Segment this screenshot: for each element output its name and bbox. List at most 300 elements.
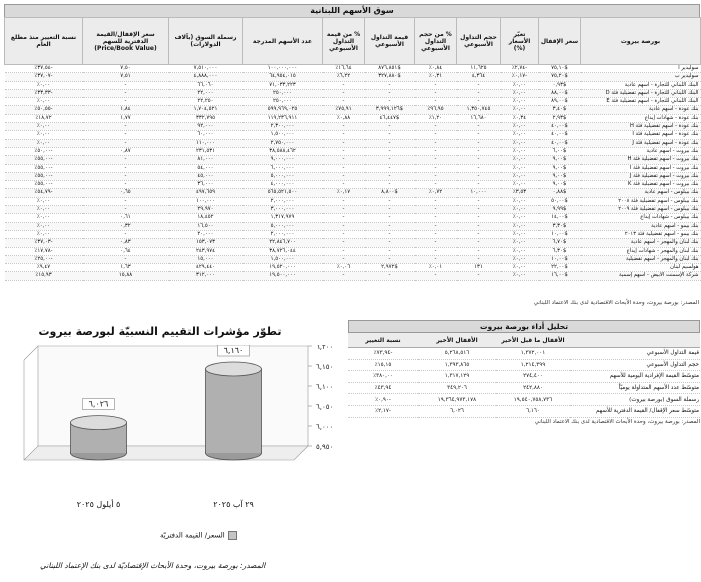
table-cell: ٠,٦٥ <box>83 189 169 197</box>
table-row <box>5 214 701 222</box>
performance-cell: ٦,١٦٠ <box>496 405 570 417</box>
table-cell: ٠,٠٠٪ <box>501 164 539 172</box>
table-cell: $١٠,٠٠ <box>539 255 581 263</box>
stocks-header-row <box>5 18 701 65</box>
table-row <box>5 106 701 114</box>
table-cell: ٦٤,٩٥٤,٠١٥ <box>243 73 323 81</box>
table-cell: ٠,٠٠٪ <box>5 206 83 214</box>
table-cell: $٣,٤٠ <box>539 106 581 114</box>
table-cell: ٠,٨٤٪ <box>415 65 457 73</box>
table-cell: ١٨,٧٢٪ <box>5 114 83 122</box>
table-cell: ١١,٦٢٥ <box>457 65 501 73</box>
table-cell: ٢٥٠,٠٠٠ <box>243 89 323 97</box>
table-cell: - <box>323 98 365 106</box>
table-cell: - <box>457 255 501 263</box>
table-cell: $٧٥,١٠ <box>539 65 581 73</box>
table-cell: ١٠٠,٠٠٠ <box>169 197 243 205</box>
table-cell: ١١٠,٠٠٠ <box>169 139 243 147</box>
security-name: بنك عودة - شهادات إيداع <box>581 114 701 122</box>
performance-cell: ٣٨٠,٠٠٪ <box>348 371 418 383</box>
performance-cell: -٧٣,٩٤٪ <box>348 348 418 360</box>
table-cell: ٢٠,٠٠٠ <box>169 230 243 238</box>
table-cell: ١٥٣,٠٧٣ <box>169 239 243 247</box>
table-cell: ١,٨٤ <box>83 106 169 114</box>
table-cell: ٢٤٣,٩٧٤ <box>169 247 243 255</box>
security-name: بنك بيروت - أسهم تفضيلية فئة J <box>581 172 701 180</box>
table-cell: - <box>365 230 415 238</box>
table-row <box>5 272 701 280</box>
security-name: بنك لبنان والمهجر - أسهم تفضيلية <box>581 255 701 263</box>
table-cell: ١,٥٠٠,٠٠٠ <box>243 131 323 139</box>
table-cell: - <box>323 89 365 97</box>
table-cell: - <box>365 181 415 189</box>
table-cell: ٣٨,٧٢٦,٠٤٤ <box>243 247 323 255</box>
security-name: شركة الإسمنت الأبيض - أسهم إسمية <box>581 272 701 280</box>
table-cell: - <box>457 214 501 222</box>
table-cell: - <box>323 255 365 263</box>
table-cell: - <box>415 181 457 189</box>
stocks-table <box>4 17 701 281</box>
table-cell: - <box>415 81 457 89</box>
performance-row <box>348 405 700 417</box>
performance-cell: ٦,٠٢٦ <box>418 405 496 417</box>
table-cell: $١٤,٠٠ <box>539 214 581 222</box>
table-cell: - <box>457 123 501 131</box>
table-row <box>5 164 701 172</box>
table-cell: - <box>415 272 457 280</box>
table-cell: ١٩,٥٠٠,٠٠٠ <box>243 272 323 280</box>
table-cell: ١٦,٦٨٠ <box>457 114 501 122</box>
table-cell: ٤٢٩,٤٤٠ <box>169 264 243 272</box>
table-cell: ٧,٥١٠,٠٠٠ <box>169 65 243 73</box>
table-row <box>5 81 701 89</box>
column-header: سعر الإقفال/القيمة الدفترية للسهم (Price/Book Value) <box>83 18 169 65</box>
table-cell: ٠,٠٠٪ <box>501 123 539 131</box>
table-cell: ٣٨,٥٨٨,٤٦٢ <box>243 147 323 155</box>
table-cell: - <box>457 181 501 189</box>
performance-cell: ٢٧٤,٤٠٠ <box>496 371 570 383</box>
table-cell: ٠,٠٠٪ <box>5 139 83 147</box>
table-cell: - <box>323 247 365 255</box>
table-cell: $١٠,٠٠ <box>539 230 581 238</box>
table-cell: ١,٣١٧,٩٧٩ <box>243 214 323 222</box>
table-row <box>5 189 701 197</box>
table-cell: ١,٢٠٪ <box>415 114 457 122</box>
table-cell: ٢٩,٩٧٠ <box>169 206 243 214</box>
table-cell: ٠,٨٨٪ <box>323 114 365 122</box>
table-cell: - <box>365 239 415 247</box>
table-cell: - <box>415 206 457 214</box>
table-cell: ٢٢,٠٠٠ <box>169 89 243 97</box>
table-cell: -٥٠,٠٠٪ <box>5 147 83 155</box>
table-cell: - <box>323 131 365 139</box>
table-cell: - <box>415 247 457 255</box>
column-header: عدد الأسهم المدرجة <box>243 18 323 65</box>
legend-label: السعر/ القيمة الدفتريّة <box>160 531 225 540</box>
table-cell: -٣٣,٣٣٪ <box>5 89 83 97</box>
security-name: بنك عودة - أسهم تفضيلية فئة I <box>581 131 701 139</box>
security-name: بنك بيروت - أسهم عادية <box>581 147 701 155</box>
table-cell: - <box>365 214 415 222</box>
table-cell: ٠,٣٢ <box>83 222 169 230</box>
table-cell: - <box>457 81 501 89</box>
performance-row <box>348 359 700 371</box>
table-cell: - <box>457 172 501 180</box>
performance-header-row <box>348 333 700 348</box>
table-cell: - <box>415 230 457 238</box>
performance-row <box>348 382 700 394</box>
table-cell: ١٠٠,٠٠٠,٠٠٠ <box>243 65 323 73</box>
table-cell: ٧,٥١ <box>83 73 169 81</box>
table-cell: $٠,٨٨ <box>539 189 581 197</box>
security-name: بنك بيبلوس - أسهم عادية <box>581 189 701 197</box>
y-tick-label: ٥,٩٥٠ <box>316 443 334 451</box>
table-cell: - <box>457 164 501 172</box>
table-cell: ٠,٠٠٪ <box>501 106 539 114</box>
table-cell: $٦,٣٠ <box>539 247 581 255</box>
table-row <box>5 247 701 255</box>
table-cell: $٤٠,٠٠ <box>539 123 581 131</box>
table-cell: ٥,٠٠٠,٠٠٠ <box>243 222 323 230</box>
table-cell: ٩,٠٠٠,٠٠٠ <box>243 156 323 164</box>
table-row <box>5 147 701 155</box>
table-row <box>5 131 701 139</box>
table-cell: $٤٦,٤٤٧ <box>365 114 415 122</box>
table-row <box>5 89 701 97</box>
table-cell: ٠,٠٠٪ <box>501 239 539 247</box>
table-row <box>5 222 701 230</box>
chart-area <box>4 345 354 534</box>
table-cell: ٩,٤٧٪ <box>5 264 83 272</box>
table-cell: - <box>365 98 415 106</box>
table-cell: - <box>365 247 415 255</box>
table-cell: $٤٠,٠٠ <box>539 131 581 139</box>
table-cell: ٠,٠٠٪ <box>501 172 539 180</box>
chart-bar-top <box>71 416 127 430</box>
security-name: بنك بيروت - أسهم تفضيلية فئة H <box>581 156 701 164</box>
table-cell: $٢,٩٣ <box>539 114 581 122</box>
table-cell: ٢,٣٠٠,٠٠٠ <box>243 123 323 131</box>
table-cell: ٠,٠٠٪ <box>5 230 83 238</box>
chart-bar-face <box>206 369 261 453</box>
table-cell: ٠,٠٠٪ <box>501 181 539 189</box>
table-cell: - <box>415 123 457 131</box>
security-name: بنك عودة - أسهم عادية <box>581 106 701 114</box>
table-row <box>5 73 701 81</box>
table-cell: - <box>457 222 501 230</box>
table-row <box>5 239 701 247</box>
table-cell: ٠,٠٠٪ <box>501 247 539 255</box>
table-cell: $٨٨,٠٠ <box>539 89 581 97</box>
table-cell: ٠,٠٠٪ <box>5 131 83 139</box>
table-cell: -٥٥,٠٠٪ <box>5 172 83 180</box>
table-cell: - <box>83 255 169 263</box>
table-cell: $٠,٩٣ <box>539 81 581 89</box>
table-cell: ٠,٠٠٪ <box>501 272 539 280</box>
table-cell: - <box>83 197 169 205</box>
table-cell: ٠,٠٠٪ <box>501 214 539 222</box>
performance-label: متوسّط عدد الأسهم المتداولة يوميّاً <box>570 382 700 394</box>
table-cell: ٠,٠٠٪ <box>501 222 539 230</box>
column-header: قيمة التداول الأسبوعي <box>365 18 415 65</box>
table-cell: ٠,٧٢٪ <box>415 189 457 197</box>
table-cell: - <box>365 89 415 97</box>
table-cell: - <box>83 230 169 238</box>
table-cell: $٢,٩٧٢ <box>365 264 415 272</box>
table-cell: - <box>83 139 169 147</box>
table-cell: ٤٩٧,٦٥٩ <box>169 189 243 197</box>
y-tick-label: ٦,٠٥٠ <box>316 403 334 411</box>
table-cell: ٠,٠٠٪ <box>501 197 539 205</box>
table-cell: ٠,٠٠٪ <box>5 123 83 131</box>
table-cell: - <box>83 81 169 89</box>
table-cell: ٩٦,٩٥٪ <box>415 106 457 114</box>
table-cell: - <box>415 239 457 247</box>
table-cell: ٨١,٠٠٠ <box>169 156 243 164</box>
table-cell: $٦,٧٠ <box>539 239 581 247</box>
table-cell: ٤,٨٨٨,٠٠٠ <box>169 73 243 81</box>
security-name: بنك بيبلوس - أسهم تفضيلية فئة ٢٠٠٩ <box>581 206 701 214</box>
security-name: بنك بيروت - أسهم تفضيلية فئة K <box>581 181 701 189</box>
table-cell: ٣,٠٠٠,٠٠٠ <box>243 206 323 214</box>
performance-cell: ٣٤٩,٢٠٦ <box>418 382 496 394</box>
table-cell: ٠,٠٠٪ <box>501 81 539 89</box>
table-cell: - <box>323 230 365 238</box>
table-cell: $٩,٠٠ <box>539 172 581 180</box>
performance-cell: ٥,٢٦٨,٥١٦ <box>418 348 496 360</box>
table-cell: $٧٥,٢٠ <box>539 73 581 81</box>
table-cell: -٣٧,٠٧٪ <box>5 73 83 81</box>
performance-cell: ١٩,٥٤٠,٧٥٨,٧٣٦ <box>496 394 570 406</box>
chart-title: تطوّر مؤشرات التقييم النسبيّة لبورصة بيروت <box>38 325 282 338</box>
security-name: بنك عودة - أسهم تفضيلية فئة H <box>581 123 701 131</box>
security-name: بنك بيمو - أسهم عادية <box>581 222 701 230</box>
table-cell: - <box>457 230 501 238</box>
table-cell: ٥,٠٠٠,٠٠٠ <box>243 172 323 180</box>
table-cell: - <box>365 272 415 280</box>
performance-cell: ٤٣,٩٤٪ <box>348 382 418 394</box>
table-cell: - <box>365 255 415 263</box>
table-cell: ١١٩,٢٣٦,٩١١ <box>243 114 323 122</box>
table-cell: -٥٠,٥٥٪ <box>5 106 83 114</box>
table-cell: - <box>83 131 169 139</box>
table-cell: ٠,٠٠٪ <box>501 255 539 263</box>
column-header: حجم التداول الأسبوعي <box>457 18 501 65</box>
table-cell: ٢,٠٠٠,٠٠٠ <box>243 230 323 238</box>
table-cell: - <box>365 147 415 155</box>
table-cell: - <box>457 98 501 106</box>
column-header: رسملة السوق (بآلاف الدولارات) <box>169 18 243 65</box>
table-cell: - <box>365 123 415 131</box>
table-cell: ٠,٠٠٪ <box>501 156 539 164</box>
table-cell: $٩,٩٩ <box>539 206 581 214</box>
table-cell: ١٣١ <box>457 264 501 272</box>
y-tick-label: ٦,١٠٠ <box>316 383 334 391</box>
table-cell: $٩,٠٠ <box>539 181 581 189</box>
table-cell: ١,٣٥٠,٧٤٥ <box>457 106 501 114</box>
table-cell: - <box>323 214 365 222</box>
table-cell: $١٦,٠٠ <box>539 272 581 280</box>
chart-floor <box>24 446 308 460</box>
table-cell: - <box>415 131 457 139</box>
table-cell: ٣٦,٠٠٠ <box>169 181 243 189</box>
table-cell: - <box>365 206 415 214</box>
table-cell: ٤٥,٠٠٠ <box>169 172 243 180</box>
performance-cell: ١,٢١٤,٣٩٩ <box>496 359 570 371</box>
table-cell: $٣,٩٩٩,١٢٦ <box>365 106 415 114</box>
table-cell: ٦٦,٠٦٠ <box>169 81 243 89</box>
table-cell: ٠,٣١٪ <box>415 73 457 81</box>
table-cell: ٢٥٠,٠٠٠ <box>243 98 323 106</box>
table-cell: - <box>415 139 457 147</box>
table-row <box>5 114 701 122</box>
table-cell: - <box>415 147 457 155</box>
table-cell: - <box>415 164 457 172</box>
table-cell: $٨٧٦,٨٥١ <box>365 65 415 73</box>
table-cell: - <box>323 156 365 164</box>
chart-side-edge <box>24 346 38 360</box>
table-cell: - <box>83 156 169 164</box>
y-tick-label: ٦,٠٠٠ <box>316 423 334 431</box>
category-label: ٢٩ آب ٢٠٢٥ <box>213 500 254 509</box>
table-cell: - <box>83 89 169 97</box>
performance-column-header: نسبة التغيير <box>348 333 418 348</box>
table-cell: ٠,٠٠٪ <box>5 214 83 222</box>
table-cell: - <box>457 89 501 97</box>
table-cell: ٠,٣٤٪ <box>501 114 539 122</box>
performance-cell: ١,٣٧٢,٠٠١ <box>496 348 570 360</box>
table-cell: - <box>415 255 457 263</box>
performance-source: المصدر: بورصة بيروت، وحدة الأبحاث الاقتصادية لدى بنك الاعتماد اللبناني <box>534 418 700 425</box>
table-row <box>5 139 701 147</box>
table-cell: - <box>415 156 457 164</box>
table-cell: - <box>415 172 457 180</box>
table-cell: -٣٧,٥٤٪ <box>5 65 83 73</box>
table-cell: ٠,٠٠٪ <box>501 206 539 214</box>
security-name: بنك بيمو - أسهم تفضيلية فئة ٢٠١٣ <box>581 230 701 238</box>
table-cell: ٥٦٥,٥٢١,٥٠٠ <box>243 189 323 197</box>
table-cell: ٢,٧٥٠,٠٠٠ <box>243 139 323 147</box>
table-cell: -٣٧,٠٣٪ <box>5 239 83 247</box>
security-name: بنك بيبلوس - شهادات إيداع <box>581 214 701 222</box>
table-row <box>5 206 701 214</box>
table-cell: ٠,٠٠٪ <box>501 264 539 272</box>
table-cell: ٠,٦١ <box>83 214 169 222</box>
performance-column-header: الأقفال الأخير <box>418 333 496 348</box>
table-cell: - <box>457 197 501 205</box>
table-cell: - <box>365 139 415 147</box>
table-cell: $٣٢٧,٨٨٠ <box>365 73 415 81</box>
table-cell: ٥٩٩,٩٦٩,٠٢٥ <box>243 106 323 114</box>
security-name: بنك بيبلوس - أسهم تفضيلية فئة ٢٠٠٨ <box>581 197 701 205</box>
table-cell: - <box>457 131 501 139</box>
table-cell: - <box>415 214 457 222</box>
column-header: نسبة التغيير منذ مطلع العام <box>5 18 83 65</box>
table-cell: ٧٥,٩١٪ <box>323 106 365 114</box>
table-cell: -٢٥,٠٠٪ <box>5 255 83 263</box>
table-cell: $٩,٠٠ <box>539 156 581 164</box>
table-row <box>5 264 701 272</box>
table-cell: ١٩,٥٢٠,٠٠٠ <box>243 264 323 272</box>
table-cell: - <box>83 123 169 131</box>
table-cell: - <box>457 272 501 280</box>
data-label: ٦,١٦٠ <box>223 346 244 355</box>
table-cell: ٠,٠٠٪ <box>5 81 83 89</box>
table-cell: $٢٢,٠٠ <box>539 264 581 272</box>
table-cell: ٣٣٢,٧٩٥ <box>169 114 243 122</box>
table-cell: ١,٧٧ <box>83 114 169 122</box>
security-name: البنك اللبناني للتجارة - أسهم تفضيلية فئة E <box>581 98 701 106</box>
table-cell: ٠,٠٠٪ <box>501 89 539 97</box>
table-cell: -٥٥,٠٠٪ <box>5 181 83 189</box>
table-cell: ٠,٠٦٪ <box>323 264 365 272</box>
table-cell: ٢٣١,٥٣١ <box>169 147 243 155</box>
chart-bar-top <box>206 362 262 376</box>
table-cell: - <box>323 197 365 205</box>
table-cell: -١٧,٧٨٪ <box>5 247 83 255</box>
table-cell: ٦٠,٠٠٠ <box>169 131 243 139</box>
table-row <box>5 230 701 238</box>
table-cell: -٥٥,٠٠٪ <box>5 156 83 164</box>
performance-label: متوسّط سعر الإقفال/ القيمة الدفترية للأسهم <box>570 405 700 417</box>
table-cell: - <box>323 139 365 147</box>
table-cell: - <box>83 164 169 172</box>
table-cell: $٦,٠٠ <box>539 147 581 155</box>
security-name: سوليدير ب <box>581 73 701 81</box>
table-cell: - <box>365 131 415 139</box>
y-tick-label: ٦,٢٠٠ <box>316 345 334 351</box>
table-cell: ٧,٥٠ <box>83 65 169 73</box>
legend-swatch <box>228 531 237 540</box>
performance-label: حجم التداول الأسبوعي <box>570 359 700 371</box>
table-cell: ٢,٠٠٠,٠٠٠ <box>243 197 323 205</box>
performance-label: قيمة التداول الأسبوعي <box>570 348 700 360</box>
table-cell: ١٦,٦٤٪ <box>323 65 365 73</box>
performance-cell: ١,٣٩٣,٨٦٥ <box>418 359 496 371</box>
performance-title: تحليل أداء بورصة بيروت <box>348 320 700 333</box>
table-cell: - <box>457 147 501 155</box>
chart-legend <box>160 531 237 540</box>
table-cell: ٠,٨٣ <box>83 239 169 247</box>
table-row <box>5 98 701 106</box>
table-cell: - <box>323 164 365 172</box>
table-row <box>5 255 701 263</box>
table-cell: ٠,٨٧ <box>83 147 169 155</box>
y-tick-label: ٦,١٥٠ <box>316 363 334 371</box>
table-cell: -٠,١٧٪ <box>501 73 539 81</box>
performance-panel <box>348 320 700 425</box>
table-cell: -٢,٧٤٪ <box>501 65 539 73</box>
table-row <box>5 172 701 180</box>
category-label: ٥ أيلول ٢٠٢٥ <box>76 500 121 509</box>
table-cell: - <box>457 206 501 214</box>
performance-cell: ١,٣١٧,١٢٩ <box>418 371 496 383</box>
table-row <box>5 156 701 164</box>
table-cell: $٨٩,٠٠ <box>539 98 581 106</box>
table-cell: ٠,٠٠٪ <box>501 147 539 155</box>
table-cell: $٩,٠٠ <box>539 164 581 172</box>
performance-cell: ١٩,٣٦٤,٩٧٣,١٧٨ <box>418 394 496 406</box>
security-name: بنك لبنان والمهجر - أسهم عادية <box>581 239 701 247</box>
table-cell: $٤٠,٠٠ <box>539 139 581 147</box>
table-cell: ١,٦٣ <box>83 264 169 272</box>
table-cell: - <box>83 98 169 106</box>
table-cell: - <box>415 98 457 106</box>
table-cell: ٠,٠٠٪ <box>5 98 83 106</box>
table-cell: - <box>323 81 365 89</box>
security-name: هولسيم لبنان <box>581 264 701 272</box>
column-header: بورصة بيروت <box>581 18 701 65</box>
